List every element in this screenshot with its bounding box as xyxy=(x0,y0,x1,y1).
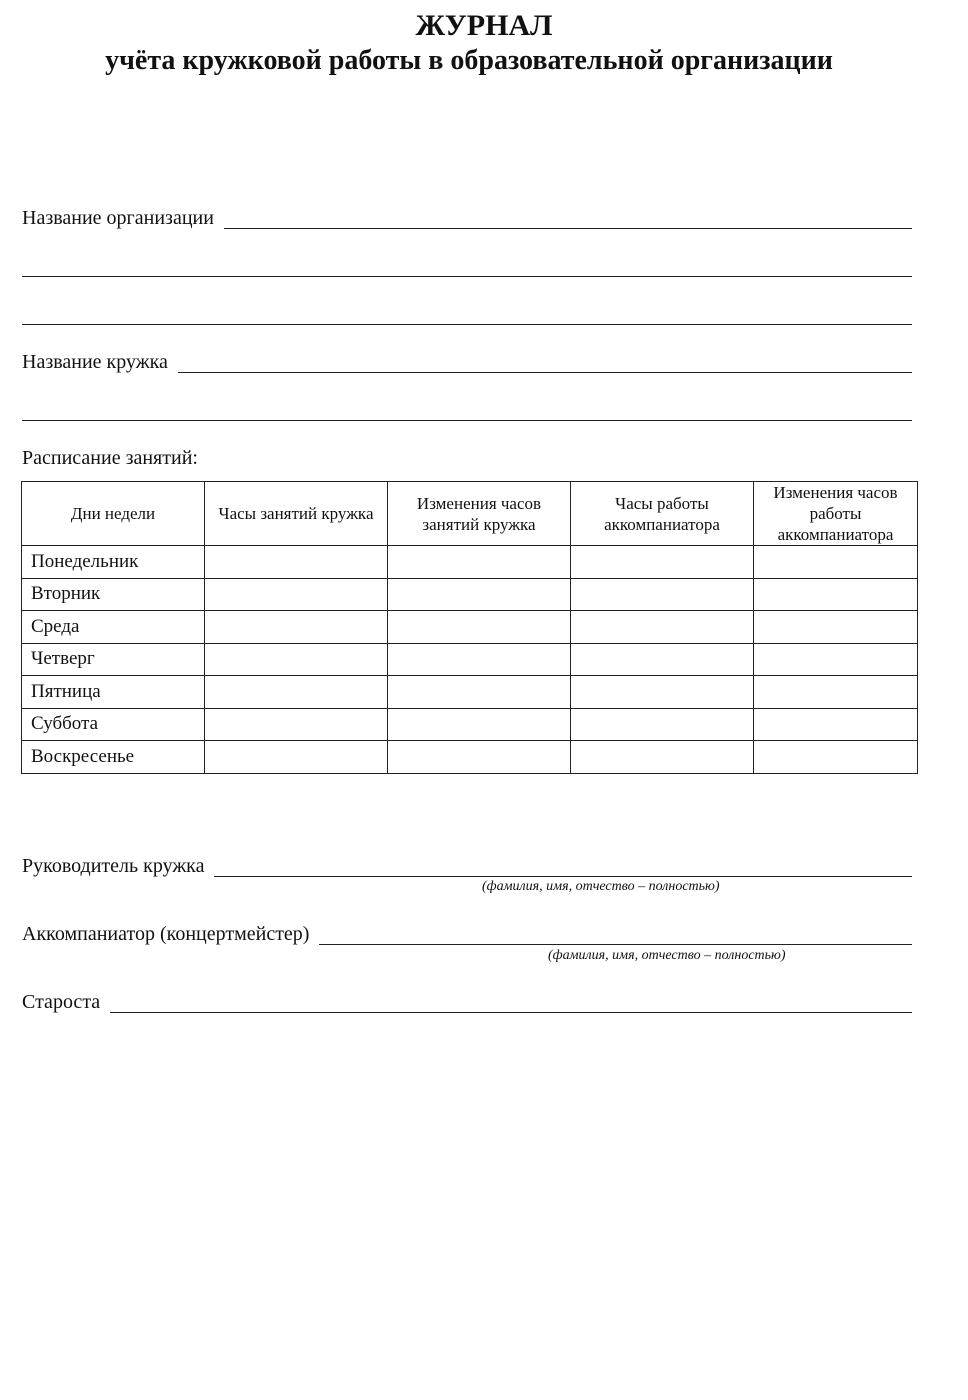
table-cell[interactable] xyxy=(205,741,388,774)
organization-input-line-3[interactable] xyxy=(22,324,912,325)
column-header-accompanist-hours-changes: Изменения часов работы аккомпаниатора xyxy=(754,482,918,546)
table-cell[interactable] xyxy=(388,708,571,741)
table-cell[interactable] xyxy=(388,643,571,676)
table-row xyxy=(22,676,918,709)
accompanist-hint: (фамилия, имя, отчество – полностью) xyxy=(548,948,786,963)
table-cell[interactable] xyxy=(571,643,754,676)
accompanist-label: Аккомпаниатор (концертмейстер) xyxy=(22,923,310,945)
day-cell: Воскресенье xyxy=(22,741,205,774)
table-cell[interactable] xyxy=(205,546,388,579)
column-header-club-hours: Часы занятий кружка xyxy=(205,482,388,546)
schedule-header-row xyxy=(22,482,918,546)
day-cell: Четверг xyxy=(22,643,205,676)
table-cell[interactable] xyxy=(205,708,388,741)
table-cell[interactable] xyxy=(571,578,754,611)
schedule-table xyxy=(21,481,918,774)
club-input-line-2[interactable] xyxy=(22,420,912,421)
table-cell[interactable] xyxy=(205,611,388,644)
day-cell: Пятница xyxy=(22,676,205,709)
table-cell[interactable] xyxy=(205,676,388,709)
monitor-label: Староста xyxy=(22,991,101,1013)
table-row xyxy=(22,708,918,741)
day-cell: Суббота xyxy=(22,708,205,741)
day-cell: Среда xyxy=(22,611,205,644)
table-cell[interactable] xyxy=(571,708,754,741)
leader-hint: (фамилия, имя, отчество – полностью) xyxy=(482,879,720,894)
table-cell[interactable] xyxy=(754,611,918,644)
club-field xyxy=(22,350,912,374)
table-cell[interactable] xyxy=(754,741,918,774)
table-cell[interactable] xyxy=(388,741,571,774)
table-cell[interactable] xyxy=(205,578,388,611)
table-row xyxy=(22,611,918,644)
organization-input-line[interactable] xyxy=(224,227,912,229)
accompanist-field xyxy=(22,922,912,946)
table-row xyxy=(22,741,918,774)
organization-field xyxy=(22,206,912,230)
table-row xyxy=(22,578,918,611)
monitor-input-line[interactable] xyxy=(110,1011,912,1013)
accompanist-input-line[interactable] xyxy=(319,943,912,945)
day-cell: Вторник xyxy=(22,578,205,611)
page-title: ЖУРНАЛ xyxy=(415,9,553,42)
table-cell[interactable] xyxy=(754,708,918,741)
column-header-days: Дни недели xyxy=(22,482,205,546)
table-row xyxy=(22,643,918,676)
club-label: Название кружка xyxy=(22,351,168,373)
table-cell[interactable] xyxy=(754,676,918,709)
table-cell[interactable] xyxy=(571,741,754,774)
leader-field xyxy=(22,854,912,878)
column-header-club-hours-changes: Изменения часов занятий кружка xyxy=(388,482,571,546)
table-cell[interactable] xyxy=(754,578,918,611)
table-cell[interactable] xyxy=(571,546,754,579)
table-cell[interactable] xyxy=(754,546,918,579)
table-cell[interactable] xyxy=(571,611,754,644)
table-cell[interactable] xyxy=(388,611,571,644)
column-header-accompanist-hours: Часы работы аккомпаниатора xyxy=(571,482,754,546)
table-cell[interactable] xyxy=(388,676,571,709)
leader-input-line[interactable] xyxy=(214,875,912,877)
table-cell[interactable] xyxy=(388,546,571,579)
leader-label: Руководитель кружка xyxy=(22,855,205,877)
schedule-label: Расписание занятий: xyxy=(22,447,198,469)
organization-input-line-2[interactable] xyxy=(22,276,912,277)
monitor-field xyxy=(22,990,912,1014)
day-cell: Понедельник xyxy=(22,546,205,579)
table-row xyxy=(22,546,918,579)
table-cell[interactable] xyxy=(205,643,388,676)
organization-label: Название организации xyxy=(22,207,214,229)
table-cell[interactable] xyxy=(754,643,918,676)
table-cell[interactable] xyxy=(388,578,571,611)
club-input-line[interactable] xyxy=(178,371,912,373)
table-cell[interactable] xyxy=(571,676,754,709)
page-subtitle: учёта кружковой работы в образовательной организации xyxy=(105,45,833,76)
